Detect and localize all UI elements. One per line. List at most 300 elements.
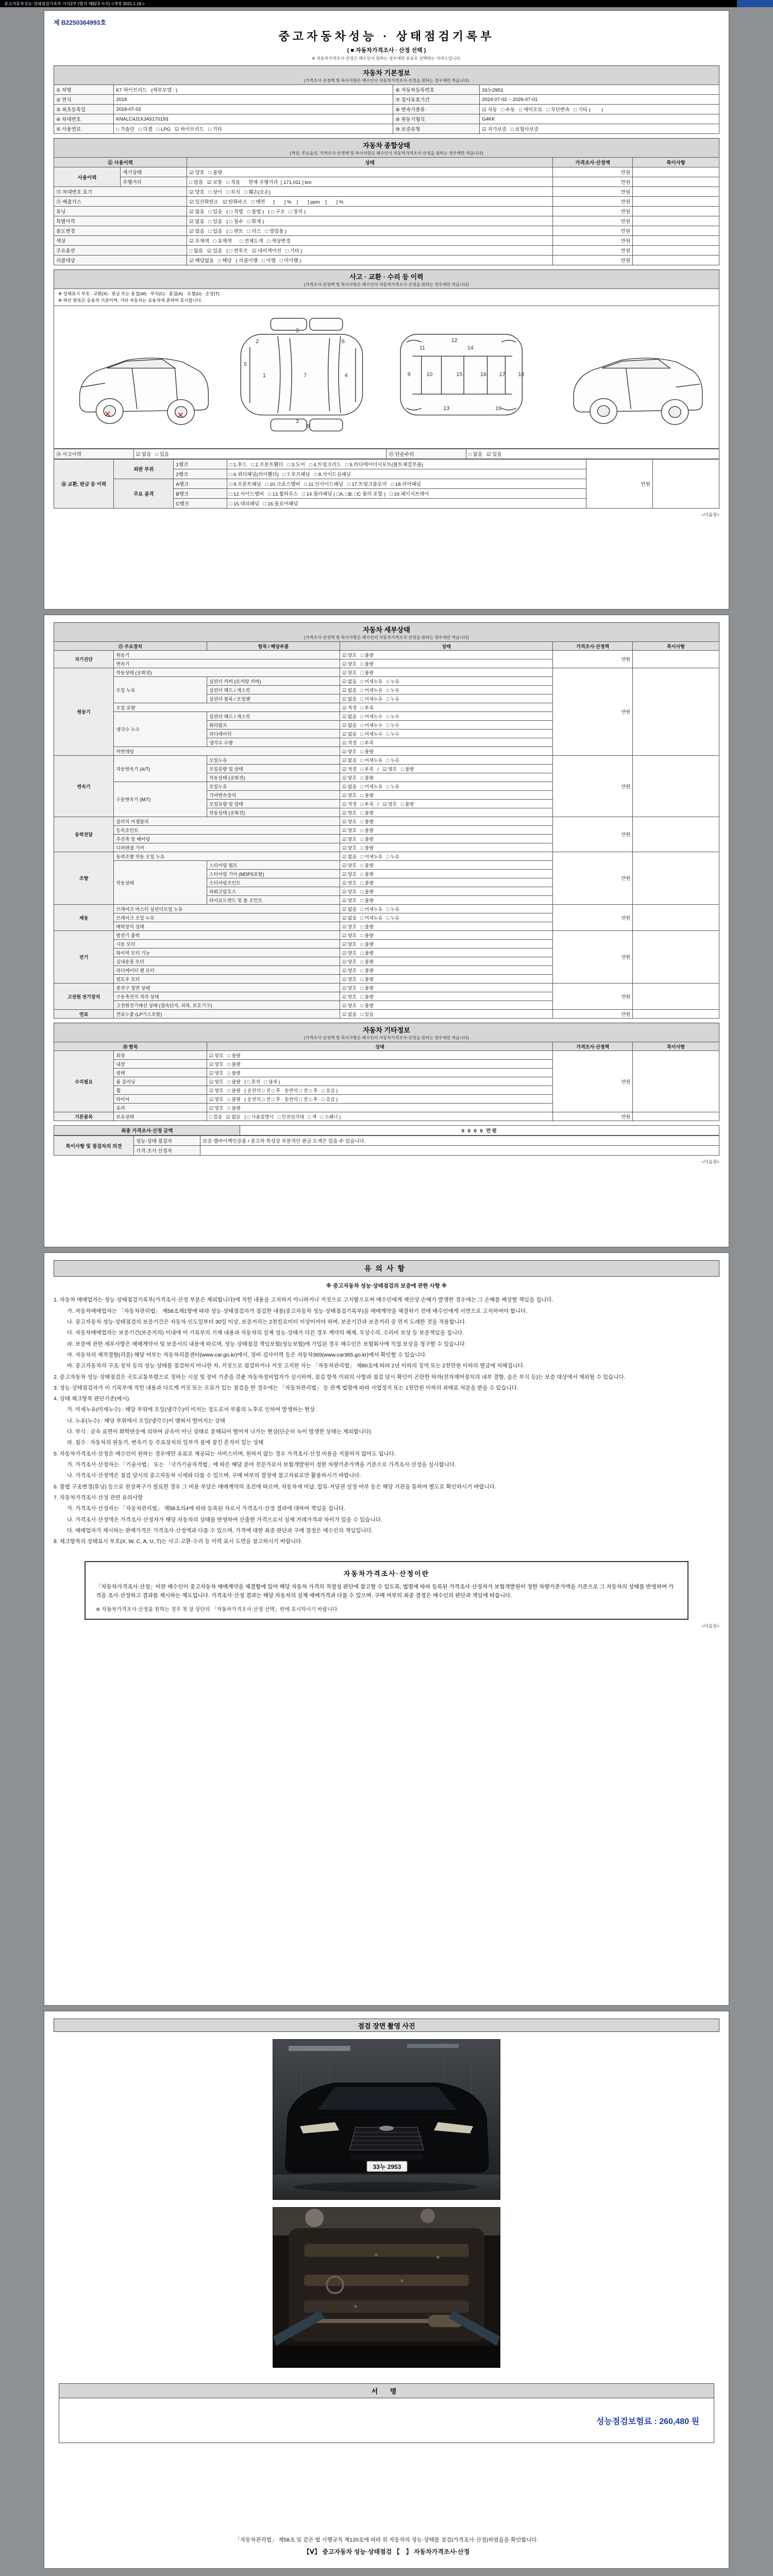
table-cell: 구동축전지 격리 상태 [114,992,340,1001]
confirmation-line-2: 【Ⅴ】 중고자동차 성능·상태점검 【 】 자동차가격조사·산정 [303,2548,470,2555]
diagram-part-number: 14 [467,345,474,351]
diagram-part-number: 11 [419,345,425,351]
table-cell: 만원 [553,1112,633,1121]
table-cell: 룸 클리닝 [114,1077,207,1086]
top-titlebar-text: 중고자동차성능·상태점검기록부 서식2부 (별지 제82호서식) <개정 2021.1.19.> [4,1,145,6]
damage-code-legend [54,289,719,306]
table-cell: 수리필요 [54,1051,114,1112]
table-cell: 오일유량 및 상태 [207,765,340,773]
table-cell: ⑱ 항목 [54,1042,207,1051]
table-cell: 원동기 [114,651,340,659]
table-cell: 변속기 [114,659,340,668]
section-note: (가격조사·산정액 및 특이사항은 매수인이 자동차가격조사·산정을 원하는 경우에만 적습니다) [304,635,469,640]
table-cell: 충전구 절연 상태 [114,984,340,992]
panel-rank-table [54,459,719,509]
table-cell [633,852,719,905]
table-cell: 전기 [54,931,114,984]
table-cell: 동력전달 [54,817,114,852]
inspector-opinion-table [54,1136,719,1156]
damage-mark: ✕ [104,409,111,419]
table-cell: 최종 가격조사·산정 금액 [54,1126,240,1136]
page-1 [44,10,729,609]
table-cell: 만원 [553,1010,633,1019]
section-title: 자동차 기본정보 [363,69,410,77]
table-cell: 디퍼렌셜 기어 [114,843,340,852]
table-cell: ☑ 없음 □ 미세누유 □ 누유 [340,694,553,703]
table-cell: 가격조사·산정액 [553,1042,633,1051]
table-cell: C랭크 [174,498,227,508]
note-line: 나. 중고자동차 성능·상태점검의 보증기간은 자동차 인도일부터 30일 이상, 보증거리는 2천킬로미터 이상이어야 하며, 보증기간과 보증거리 중 먼저 도래한 것을 적용합니다. [67,1318,466,1325]
table-cell: ☑ 양호 □ 불량 ( 운전석 □ 전 □ 후 · 동반석 □ 전 □ 후 · □ 응급 ) [207,1095,552,1104]
table-cell: 실린더 헤드 / 개스킷 [207,712,340,721]
table-cell: 외판 부위 [114,459,174,479]
section-detail-condition [54,622,719,1019]
price-appraisal-box-body: 「자동차가격조사·산정」이란 매수인이 중고자동차 매매계약을 체결함에 있어 해당 자동차 가격의 적절성 판단에 참고할 수 있도록, 법령에 따라 등록된 가격조사·산정자가 보험개발원이 정한 차량기준가액을 기준으로 그 자동차의 상태를 반영하여 가격을 조사·산정하고 결과를 제시하는 제도입니다. 가격조사·산정 결과는 해당 자동차의 실제 매매가격과 다를 수 있으며, 구매 여부의 최종 결정은 매수인의 판단과 책임에 따릅니다. [96,1583,674,1599]
inspection-photo-undercarriage [273,2207,500,2368]
car-front-silhouette [285,2083,489,2173]
table-cell [633,1010,719,1019]
table-cell: 원동기 [54,668,114,756]
table-cell: 실린더 블록 / 오일팬 [207,694,340,703]
overall-condition-table [54,157,719,265]
table-cell: 만원 [553,668,633,756]
diagram-part-number: 4 [344,372,348,379]
inspection-insurance-premium: 성능점검보험료 : 260,480 원 [596,2417,699,2426]
table-cell: 보유상태 [114,1112,207,1121]
table-cell: 상태 [187,158,553,167]
table-cell: 내장 [114,1060,207,1069]
note-line: 다. 자동차매매업자는 보증기간(보증거리) 이내에 이 기록부의 기재 내용과 자동차의 실제 성능·상태가 다른 경우 계약의 해제, 무상수리, 수리비 보상 등 보증책임을 집니다. [67,1330,464,1336]
table-cell: ☑ 양호 □ 불량 [207,1069,552,1077]
section-final-price [54,1125,719,1156]
note-line: 가. 자동차매매업자는 「자동차관리법」 제58조제1항에 따라 성능·상태점검자가 점검한 내용(중고자동차 성능·상태점검기록부)을 매매계약을 체결하기 전에 매수인에게 서면으로 고지하여야 합니다. [67,1308,528,1314]
note-line: 나. 누유(누수) : 해당 부위에서 오일(냉각수)이 맺혀서 떨어지는 상태 [67,1417,225,1424]
brand-emblem [379,2126,394,2131]
table-cell: 자기진단 [54,651,114,668]
table-cell: 가격·조사 산정자 [133,1146,200,1156]
page-3 [44,1252,729,2006]
table-cell: B랭크 [174,488,227,498]
table-cell: ☑ 양호 □ 불량 [187,167,553,177]
table-cell: 타이로드엔드 및 볼 조인트 [207,896,340,905]
table-cell: ⑦ 검사유효기간 [393,95,480,105]
car-view-front-left [80,358,209,425]
final-price-table [54,1125,719,1136]
table-cell: ☑ 양호 □ 불량 [340,922,553,931]
notices-body [54,1282,719,1547]
table-cell: ☑ 양호 □ 불량 [340,984,553,992]
table-cell: □ 가솔린 □ 디젤 □ LPG ☑ 하이브리드 □ 기타 [114,124,393,134]
photo-front-svg [273,2040,500,2199]
table-cell [633,817,719,852]
table-cell: ☑ 없음 □ 있음 ( □ 적법 □ 불법 ) ( □ 구조 □ 장치 ) [187,207,553,216]
table-cell: ② 연식 [54,95,114,105]
photos-section-header [54,2019,719,2032]
table-cell: 만원 [553,246,633,256]
table-cell [200,1146,719,1156]
section-note: (색상, 주요옵션, 가격조사·산정액 및 특이사항은 매수인이 자동차가격조사·산정을 원하는 경우에만 적습니다) [290,151,483,156]
table-cell [633,187,719,197]
table-cell: 연료누출 (LP가스포함) [114,1010,340,1019]
diagram-part-number: 15 [456,371,463,378]
note-line: 7. 자동차가격조사·산정 관련 유의사항 [54,1494,143,1501]
table-cell: 고전원전기배선 상태 (접속단자, 피복, 보호기구) [114,1001,340,1010]
table-cell: ③ 최초등록일 [54,105,114,114]
note-line: 5. 자동차가격조사·산정은 매수인이 원하는 경우에만 유료로 제공되는 서비스이며, 원하지 않는 경우 가격조사·산정 비용을 지불하지 않아도 됩니다. [54,1450,396,1457]
work-light [305,2209,324,2227]
table-cell: 동력조향 작동 오일 누유 [114,852,340,861]
section-title: 자동차 종합상태 [363,142,410,149]
section-basic-header [54,65,719,84]
table-cell: 변속기 [54,756,114,817]
table-cell: K7 하이브리드 (세부모델 : ) [114,85,393,95]
page-footer-next: <다음장> [701,1623,719,1629]
table-cell: 오일누유 [207,782,340,791]
diagram-part-number: 2 [256,338,259,345]
table-cell: ☑ 없음 □ 미세누수 □ 누수 [340,721,553,730]
table-cell: 상태 [207,1042,552,1051]
table-cell: ☑ 양호 □ 불량 [340,826,553,835]
section-overall-condition [54,138,719,265]
table-cell: 만원 [553,256,633,265]
table-cell: 파워고압호스 [207,887,340,896]
license-plate-number: 33누 2953 [373,2163,401,2171]
table-cell: 만원 [553,167,633,177]
diagram-part-number: 9 [407,371,411,378]
table-cell: 주행거리 [121,177,187,187]
table-cell [633,167,719,177]
table-cell [652,459,719,508]
table-cell: 만원 [553,1051,633,1112]
table-cell: 발전기 출력 [114,931,340,940]
table-cell: ☑ 양호 □ 불량 [340,659,553,668]
table-cell: ⑩ 보증유형 [393,124,480,134]
table-cell: 만원 [553,931,633,984]
table-cell [633,905,719,931]
price-appraisal-box-foot: ※ 자동차가격조사·산정을 원하는 경우 첫 장 상단의 「자동차가격조사·산정 선택」란에 표시하시기 바랍니다. [96,1607,339,1613]
table-cell: 윈도우 모터 [114,975,340,984]
table-cell: ⑮ 단순수리 [386,449,466,459]
table-cell: 튜닝 [54,207,187,216]
confirmation-statements [44,2536,729,2556]
table-cell: ☑ 없음 □ 있음 ( □ 렌트 □ 리스 □ 영업용 ) [187,226,553,236]
undercarriage-parts [289,2228,484,2342]
table-cell: 기본품목 [54,1112,114,1121]
table-cell [633,1112,719,1121]
table-cell: ☑ 적정 □ 부족 [340,703,553,712]
diagram-part-number: 1 [262,372,266,379]
diagram-part-number: 19 [495,405,501,412]
inspection-photo-front [273,2039,500,2200]
table-cell: ☑ 양호 □ 불량 [340,940,553,948]
table-cell: 만원 [553,756,633,817]
table-cell: ☑ 양호 □ 불량 [340,975,553,984]
table-cell: ⑰ 주요장치 [54,642,207,651]
table-cell: 만원 [553,905,633,931]
table-cell: ☑ 양호 □ 불량 [340,1001,553,1010]
table-cell: ☑ 자가보증 □ 보험사보증 [480,124,719,134]
table-cell: ⑥ 자동차등록번호 [393,85,480,95]
table-cell: 기어변속장치 [207,791,340,800]
car-diagram-svg [57,307,716,447]
document-title-note: ※ 자동차가격조사·산정은 매수인이 원하는 경우에만 유료로 선택하는 서비스입니다. [312,56,461,61]
table-cell: 자동변속기 (A/T) [114,756,207,782]
table-cell: 상태 [340,642,553,651]
table-cell: 작동상태 (공회전) [114,668,340,677]
table-cell [633,236,719,246]
table-cell: 특이사항 및 점검자의 의견 [54,1136,134,1156]
section-accident-header [54,269,719,289]
table-cell: ☑ 무채색 □ 유채색 □ 전체도색 □ 색상변경 [187,236,553,246]
table-cell: ☑ 양호 □ 불량 ( 운전석 □ 전 □ 후 · 동반석 □ 전 □ 후 · □ 응급 ) [207,1086,552,1095]
table-cell: 만원 [553,852,633,905]
table-cell: ☑ 양호 □ 불량 [340,966,553,975]
table-cell: A랭크 [174,479,227,488]
table-cell: □ 15.대쉬패널 □ 16.플로어패널 [227,498,586,508]
confirmation-line-1: 「자동차관리법」 제58조 및 같은 법 시행규칙 제120조에 따라 위 자동차의 성능·상태를 점검(가격조사·산정)하였음을 확인합니다. [234,2537,539,2543]
table-cell: 만원 [553,207,633,216]
table-cell: 실린더 헤드 / 개스킷 [207,686,340,694]
table-cell: 스티어링조인트 [207,878,340,887]
note-line: 나. 가격조사·산정액은 가격조사·산정자가 해당 자동차의 상태를 반영하여 산출한 가격으로서 실제 거래가격과 차이가 있을 수 있습니다. [67,1516,382,1523]
table-cell: ☑ 양호 □ 불량 [340,817,553,826]
diagram-part-number: 3 [295,327,299,334]
note-line: 1. 자동차 매매업자는 성능·상태점검기록부(가격조사·산정 부분은 제외합니다)에 적힌 내용을 고지하지 아니하거나 거짓으로 고지함으로써 매수인에게 재산상 손해가 발생한 경우에는 그 손해를 배상할 책임을 집니다. [54,1297,553,1303]
other-info-table [54,1042,719,1121]
table-cell: 용도변경 [54,226,187,236]
table-cell: G4KK [480,114,719,124]
table-cell: ☑ 자동 □ 수동 □ 세미오토 □ 무단변속 □ 기타 ( ) [480,105,719,114]
table-cell: ☑ 적정 □ 부족 / ☑ 양호 □ 불량 [340,800,553,808]
table-cell: 고전원 전기장치 [54,984,114,1010]
table-cell: □ 1.후드 □ 2.프론트휀더 □ 3.도어 □ 4.트렁크리드 □ 5.라디에이터서포트(볼트체결부품) [227,459,586,469]
table-cell: ☑ 양호 □ 불량 [207,1051,552,1060]
table-cell: ☑ 없음 □ 있음 [133,449,386,459]
accident-history-table [54,449,719,459]
table-cell [633,651,719,668]
table-cell: 계기상태 [121,167,187,177]
table-cell [633,177,719,187]
table-cell: ☑ 없음 □ 미세누유 □ 누유 [340,686,553,694]
table-cell: ☑ 없음 □ 있음 [340,1010,553,1019]
table-cell [633,226,719,236]
table-cell: ☑ 양호 □ 불량 [340,791,553,800]
table-cell: 리콜대상 [54,256,187,265]
note-line: 라. 보증에 관한 세부사항은 매매계약서 및 보증서의 내용에 따르며, 성능·상태점검 책임보험(성능보험)에 가입된 경우 매수인은 보험회사에 직접 보상을 청구할 수 있습니다. [67,1341,466,1347]
table-cell: ⑤ 사용연료 [54,124,114,134]
table-cell: ⑯ 교환, 판금 등 이력 [54,459,114,508]
legend-line-1: ※ 상태표시 부호 : 교환(X) · 판금 또는 용접(W) · 부식(C) · 흠집(A) · 요철(U) · 손상(T) [58,291,220,296]
table-cell: 클러치 어셈블리 [114,817,340,826]
top-accent-block [737,0,773,7]
pit-floor [273,2346,500,2367]
table-cell: ④ 차대번호 [54,114,114,124]
section-other-header [54,1023,719,1042]
top-titlebar [0,0,773,7]
table-cell: 제동 [54,905,114,931]
note-line: 8. 체크항목의 상태표시 부호(X, W, C, A, U, T)는 사고·교환·수리 등 이력 표시 도면을 참고하시기 바랍니다. [54,1538,303,1545]
page-footer-next: <다음장> [701,512,719,517]
note-line: 다. 부식 : 금속 표면이 화학반응에 의하여 금속이 아닌 상태로 분해되어 떨어져 나가는 현상(단순히 녹이 발생한 상태는 제외합니다) [67,1429,371,1435]
table-cell: 오일 유량 [114,703,340,712]
table-cell: 주요 골격 [114,479,174,508]
ceiling-light [289,2046,350,2051]
table-cell: 라디에이터 [207,730,340,738]
table-cell: 오일누유 [207,756,340,765]
table-cell: 실린더 커버 (로커암 커버) [207,677,340,686]
table-cell: 만원 [553,817,633,852]
section-title: 자동차 기타정보 [363,1026,410,1034]
table-cell: 브레이크 오일 누유 [114,913,340,922]
table-cell: ☑ 양호 □ 불량 [340,957,553,966]
diagram-part-number: 5 [244,361,247,368]
table-cell: ☑ 없음 □ 미세누유 □ 누유 [340,756,553,765]
table-cell: ① 차명 [54,85,114,95]
diagram-part-number: 3 [295,418,299,425]
table-cell: 배력장치 상태 [114,922,340,931]
table-cell: ☑ 양호 □ 불량 [340,808,553,817]
table-cell: ☑ 적정 □ 부족 / ☑ 양호 □ 불량 [340,765,553,773]
ceiling-light [407,2044,459,2048]
note-line: 마. 자동차의 제작결함(리콜) 해당 여부는 자동차리콜센터(www.car.go.kr)에서, 정비·검사이력 등은 자동차365(www.car365.go.kr)에서 확인할 수 있습니다. [67,1351,427,1358]
work-light [421,2209,435,2223]
table-cell [633,256,719,265]
table-cell: 연료 [54,1010,114,1019]
document-number: 제 B2250364993호 [54,19,106,26]
table-cell: 휠 [114,1086,207,1095]
table-cell [633,668,719,756]
table-cell: ☑ 양호 □ 불량 [340,668,553,677]
table-cell: 작동상태 (공회전) [207,773,340,782]
table-cell: ☑ 양호 □ 불량 [340,870,553,878]
detail-condition-table [54,641,719,1019]
table-cell: ⑧ 변속기종류 [393,105,480,114]
table-cell: ☑ 없음 □ 미세누유 □ 누유 [340,905,553,913]
table-cell: 2024-07-02 ~ 2026-07-01 [480,95,719,105]
table-cell: ☑ 양호 □ 불량 [340,887,553,896]
diagram-part-number: 10 [426,371,433,378]
table-cell: ☑ 없음 □ 미세누유 □ 누유 [340,677,553,686]
table-cell: ☑ 양호 □ 불량 [207,1060,552,1069]
diagram-part-number: 13 [443,405,450,412]
page-4 [44,2011,729,2569]
diagram-part-number: 17 [499,371,506,378]
table-cell: □ 9.프론트패널 □ 10.크로스멤버 □ 11.인사이드패널 □ 17.트렁크플로어 □ 18.리어패널 [227,479,586,488]
note-line: 다. 매매업자가 제시하는 판매가격은 가격조사·산정액과 다를 수 있으며, 가격에 대한 최종 판단과 구매 결정은 매수인의 책임입니다. [67,1527,373,1534]
table-cell: 만원 [586,459,652,508]
table-cell: 만원 [553,216,633,226]
table-cell: ☑ 양호 □ 불량 [340,747,553,756]
note-line: 나. 가격조사·산정액은 점검 당시의 중고자동차 시세와 다를 수 있으며, 구매 여부의 결정에 참고자료로만 활용하시기 바랍니다. [67,1472,361,1479]
table-cell: □ 12.사이드멤버 □ 13.휠하우스 □ 14.필러패널 ( □A, □B, □C 필러 포함 ) □ 19.패키지트레이 [227,488,586,498]
table-cell [633,216,719,226]
table-cell: 스티어링 기어 (MDPS포함) [207,870,340,878]
table-cell: 항목 / 해당부품 [207,642,340,651]
diagram-part-number: 7 [304,372,307,379]
table-cell: 만원 [553,651,633,668]
note-line: 가. 미세누유(미세누수) : 해당 부위에 오일(냉각수)이 비치는 정도로서 부품의 노후로 인하여 발생하는 현상 [67,1406,315,1413]
table-cell: ☑ 없음 □ 있음 ( □ 침수 □ 화재 ) [187,216,553,226]
section-accident-history [54,269,719,509]
table-cell: ☑ 없음 □ 미세누유 □ 누유 [340,782,553,791]
table-cell: 브레이크 마스터 실린더오일 누유 [114,905,340,913]
photo-under-svg [273,2208,500,2367]
table-cell: 오일 누유 [114,677,207,703]
table-cell: 특이사항 [633,642,719,651]
diagram-part-number: 12 [451,337,458,344]
basic-info-table [54,84,719,134]
table-cell: 2랭크 [174,469,227,479]
note-line: 6. 불법 구조변경(튜닝) 등으로 원상복구가 필요한 경우 그 비용 부담은 매매계약의 조건에 따르며, 자동차세 미납, 압류·저당권 설정 여부 등은 해당 기관을 통하여 별도로 확인하시기 바랍니다. [54,1483,496,1490]
table-cell [633,756,719,817]
note-line: 라. 침수 : 자동차의 원동기, 변속기 등 주요장치의 일부가 물에 잠긴 흔적이 있는 상태 [67,1439,264,1446]
table-cell: 타이어 [114,1095,207,1104]
table-cell: ☑ 없음 □ 미세누유 □ 누유 [340,852,553,861]
table-cell: 주요옵션 [54,246,187,256]
table-cell: 작동상태 (공회전) [207,808,340,817]
table-cell [633,207,719,216]
table-cell: 워터펌프 [207,721,340,730]
table-cell: 실내송풍 모터 [114,957,340,966]
document-title: 중고자동차성능 · 상태점검기록부 [278,30,495,43]
table-cell: ☑ 양호 □ 불량 [340,948,553,957]
section-overall-header [54,138,719,157]
notices-title: 유의사항 [54,1260,719,1277]
diagram-part-number: 18 [518,371,525,378]
section-note: (가격조사·산정액 및 특이사항은 매수인이 자동차가격조사·산정을 원하는 경우에만 적습니다) [304,1036,469,1040]
section-other-info [54,1023,719,1121]
table-cell [633,984,719,1010]
diagram-part-number: 6 [341,338,345,345]
table-cell: ☑ 양호 □ 불량 [340,878,553,887]
signature-section [59,2383,714,2443]
table-cell: 냉각수 수량 [207,738,340,747]
table-cell: 가격조사·산정액 [553,642,633,651]
table-cell: 시동 모터 [114,940,340,948]
table-cell: ☑ 양호 □ 불량 [340,843,553,852]
table-cell: 2018 [114,95,393,105]
table-cell: □ 없음 ☑ 있음 [466,449,719,459]
damage-mark: ✕ [177,410,184,420]
table-cell: □ 있음 ☑ 없음 ( □ 사용설명서 □ 안전삼각대 □ 잭 □ 스패너 ) [207,1112,552,1121]
section-title: 사고 · 교환 · 수리 등 이력 [349,273,424,281]
section-basic-info [54,65,719,134]
table-cell: 1랭크 [174,459,227,469]
table-cell: 조향 [54,852,114,905]
table-cell: □ 없음 ☑ 있음 ( □ 썬루프 ☑ 네비게이션 □ 기타 ) [187,246,553,256]
table-cell: ☑ 양호 □ 상이 □ 부식 □ 훼손(오손) [187,187,553,197]
table-cell: ☑ 해당없음 □ 해당 ( 리콜이행 : □ 이행 □ 미이행 ) [187,256,553,265]
table-cell: 사용이력 [54,167,121,187]
table-cell: 외장 [114,1051,207,1060]
note-line: 바. 중고자동차의 구조·장치 등의 성능·상태를 점검하지 아니한 자, 거짓으로 점검하거나 거짓 고지한 자는 「자동차관리법」 제80조에 따라 2년 이하의 징역 또는 2천만원 이하의 벌금에 처해집니다. [67,1363,525,1369]
table-cell: 오일유량 및 상태 [207,800,340,808]
table-cell: 가격조사·산정액 [553,158,633,167]
table-cell: 만원 [553,226,633,236]
table-cell: 광택 [114,1069,207,1077]
table-cell: ☑ 양호 □ 불량 [340,651,553,659]
table-cell: ⑨ 원동기형식 [393,114,480,124]
table-cell: ☑ 없음 □ 미세누수 □ 누수 [340,730,553,738]
note-line: 3. 성능·상태점검자가 이 기록부에 적힌 내용과 다르게 거짓 또는 오류가 있는 점검을 한 경우에는 「자동차관리법」 등 관계 법령에 따라 사업정지 또는 1천만원 이하의 과태료 처분을 받을 수 있습니다. [54,1384,518,1391]
car-view-rear-right [574,358,702,425]
table-cell: 보증 캠바이백인증품 / 중고차 특성상 부분적인 판금 도색은 있을 수 있습니다. [200,1136,719,1146]
table-cell: 만원 [553,187,633,197]
table-cell [633,931,719,984]
table-cell [633,197,719,207]
table-cell: 특별이력 [54,216,187,226]
table-cell: ☑ 적정 □ 부족 [340,738,553,747]
